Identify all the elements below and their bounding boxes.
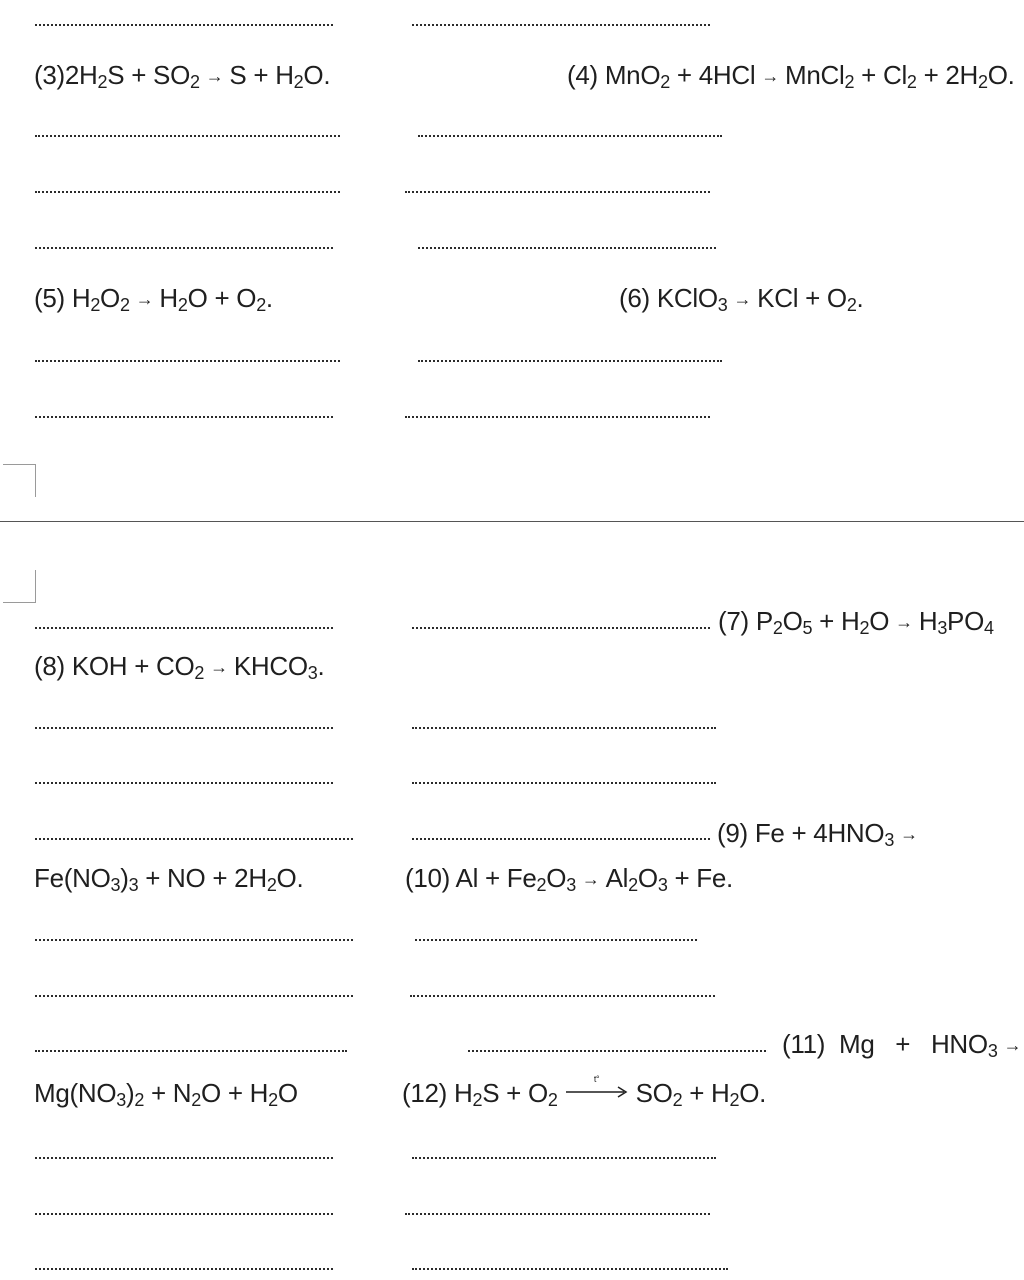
equation-7: (7) P2O5 + H2O → H3PO4: [718, 606, 994, 638]
arrow-icon: →: [210, 657, 228, 677]
arrow-icon: →: [733, 289, 752, 309]
answer-line[interactable]: [405, 416, 710, 418]
page-corner-mark: [3, 464, 36, 497]
answer-line[interactable]: [35, 995, 353, 997]
answer-line[interactable]: [35, 135, 340, 137]
arrow-icon: →: [761, 66, 780, 86]
equation-10: (10) Al + Fe2O3 → Al2O3 + Fe.: [405, 863, 733, 895]
equation-6: (6) KClO3 → KCl + O2.: [619, 283, 864, 315]
equation-4: (4) MnO2 + 4HCl → MnCl2 + Cl2 + 2H2O.: [567, 60, 1015, 92]
equation-3: (3)2H2S + SO2 → S + H2O.: [34, 60, 331, 92]
equation-9: (9) Fe + 4HNO3 →: [717, 818, 918, 850]
arrow-icon: →: [205, 66, 224, 86]
arrow-icon: →: [895, 612, 913, 632]
answer-line[interactable]: [412, 838, 710, 840]
heat-condition: t°: [593, 1074, 600, 1084]
answer-line[interactable]: [35, 627, 333, 629]
answer-line[interactable]: [35, 1050, 347, 1052]
heat-arrow-icon: [566, 1074, 628, 1107]
answer-line[interactable]: [35, 939, 353, 941]
answer-line[interactable]: [418, 360, 722, 362]
answer-line[interactable]: [412, 727, 716, 729]
answer-line[interactable]: [35, 24, 333, 26]
answer-line[interactable]: [35, 247, 333, 249]
equation-11: (11) Mg + HNO3 →: [782, 1029, 1022, 1061]
answer-line[interactable]: [412, 627, 710, 629]
answer-line[interactable]: [410, 995, 715, 997]
answer-line[interactable]: [412, 782, 716, 784]
answer-line[interactable]: [418, 247, 716, 249]
answer-line[interactable]: [35, 838, 353, 840]
answer-line[interactable]: [468, 1050, 766, 1052]
arrow-icon: →: [581, 869, 600, 889]
answer-line[interactable]: [405, 191, 710, 193]
answer-line[interactable]: [418, 135, 722, 137]
equation-5: (5) H2O2 → H2O + O2.: [34, 283, 273, 315]
page-corner-mark: [3, 570, 36, 603]
answer-line[interactable]: [35, 191, 340, 193]
answer-line[interactable]: [35, 782, 333, 784]
answer-line[interactable]: [35, 360, 340, 362]
arrow-icon: →: [135, 289, 154, 309]
equation-11-continuation: Mg(NO3)2 + N2O + H2O: [34, 1078, 298, 1110]
equation-12: (12) H2S + O2 t° SO2 + H2O.: [402, 1074, 767, 1110]
arrow-icon: →: [900, 824, 918, 844]
answer-line[interactable]: [35, 1157, 333, 1159]
equation-8: (8) KOH + CO2 → KHCO3.: [34, 651, 325, 683]
answer-line[interactable]: [35, 1213, 333, 1215]
equation-9-continuation: Fe(NO3)3 + NO + 2H2O.: [34, 863, 304, 895]
answer-line[interactable]: [412, 1157, 716, 1159]
answer-line[interactable]: [405, 1213, 710, 1215]
answer-line[interactable]: [415, 939, 697, 941]
answer-line[interactable]: [35, 1268, 333, 1270]
answer-line[interactable]: [412, 24, 710, 26]
arrow-icon: →: [1003, 1035, 1022, 1055]
answer-line[interactable]: [35, 727, 333, 729]
answer-line[interactable]: [412, 1268, 728, 1270]
page-break-divider: [0, 521, 1024, 522]
answer-line[interactable]: [35, 416, 333, 418]
